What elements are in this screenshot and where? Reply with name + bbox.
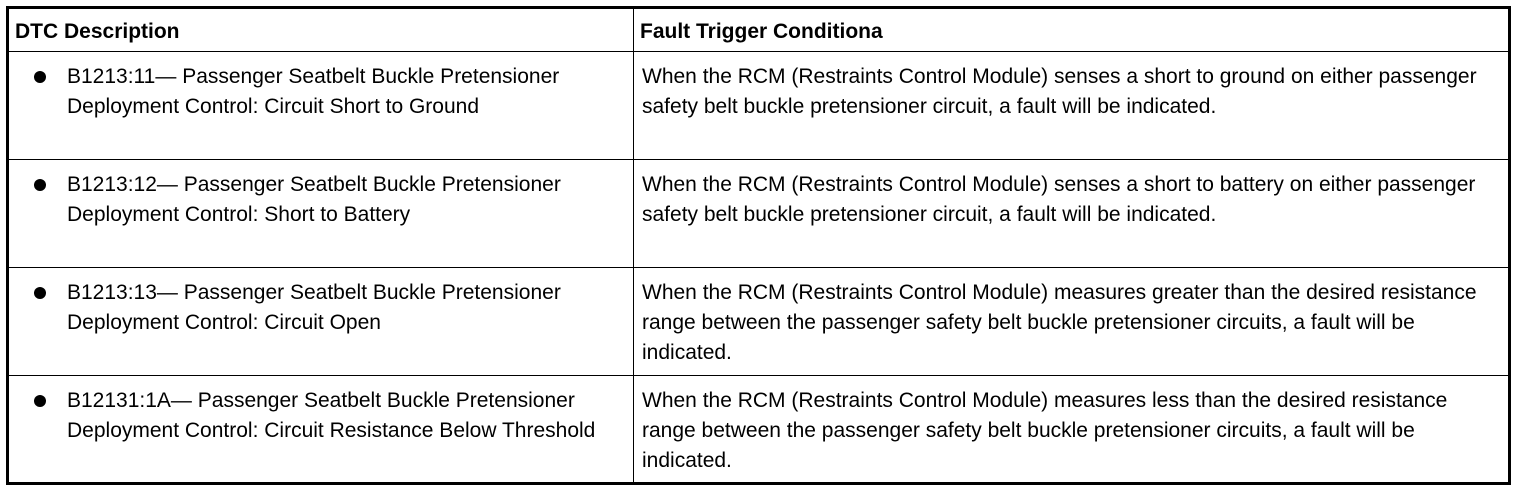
fault-condition-cell: When the RCM (Restraints Control Module) measures greater than the desired resistance range between the passenger safety belt buckle pretensioner circuits, a fault will be indicated. xyxy=(634,268,1510,376)
dtc-table-container xyxy=(6,6,1511,485)
dtc-table xyxy=(6,6,1511,485)
bullet-item xyxy=(17,62,625,122)
header-dtc-description: DTC Description xyxy=(8,8,634,52)
header-fault-trigger-conditions: Fault Trigger Conditiona xyxy=(634,8,1510,52)
table-row xyxy=(8,160,1510,268)
table-row xyxy=(8,52,1510,160)
table-row xyxy=(8,376,1510,484)
dtc-description-cell xyxy=(8,268,634,376)
bullet-icon xyxy=(34,287,46,299)
dtc-description-text: B1213:11— Passenger Seatbelt Buckle Pretensioner Deployment Control: Circuit Short to Ground xyxy=(67,65,560,118)
bullet-icon xyxy=(34,395,46,407)
fault-condition-cell: When the RCM (Restraints Control Module) measures less than the desired resistance range between the passenger safety belt buckle pretensioner circuits, a fault will be indicated. xyxy=(634,376,1510,484)
dtc-description-cell xyxy=(8,376,634,484)
dtc-description-cell xyxy=(8,52,634,160)
fault-condition-cell: When the RCM (Restraints Control Module) senses a short to battery on either passenger safety belt buckle pretensioner circuit, a fault will be indicated. xyxy=(634,160,1510,268)
dtc-description-text: B1213:13— Passenger Seatbelt Buckle Pretensioner Deployment Control: Circuit Open xyxy=(67,281,561,334)
bullet-icon xyxy=(34,71,46,83)
bullet-icon xyxy=(34,179,46,191)
bullet-item xyxy=(17,386,625,446)
bullet-item xyxy=(17,278,625,338)
table-row xyxy=(8,268,1510,376)
dtc-description-cell xyxy=(8,160,634,268)
dtc-description-text: B1213:12— Passenger Seatbelt Buckle Pretensioner Deployment Control: Short to Battery xyxy=(67,173,561,226)
table-header-row xyxy=(8,8,1510,52)
dtc-description-text: B12131:1A— Passenger Seatbelt Buckle Pretensioner Deployment Control: Circuit Resistance Below Threshold xyxy=(67,389,596,442)
fault-condition-cell: When the RCM (Restraints Control Module) senses a short to ground on either passenger safety belt buckle pretensioner circuit, a fault will be indicated. xyxy=(634,52,1510,160)
bullet-item xyxy=(17,170,625,230)
